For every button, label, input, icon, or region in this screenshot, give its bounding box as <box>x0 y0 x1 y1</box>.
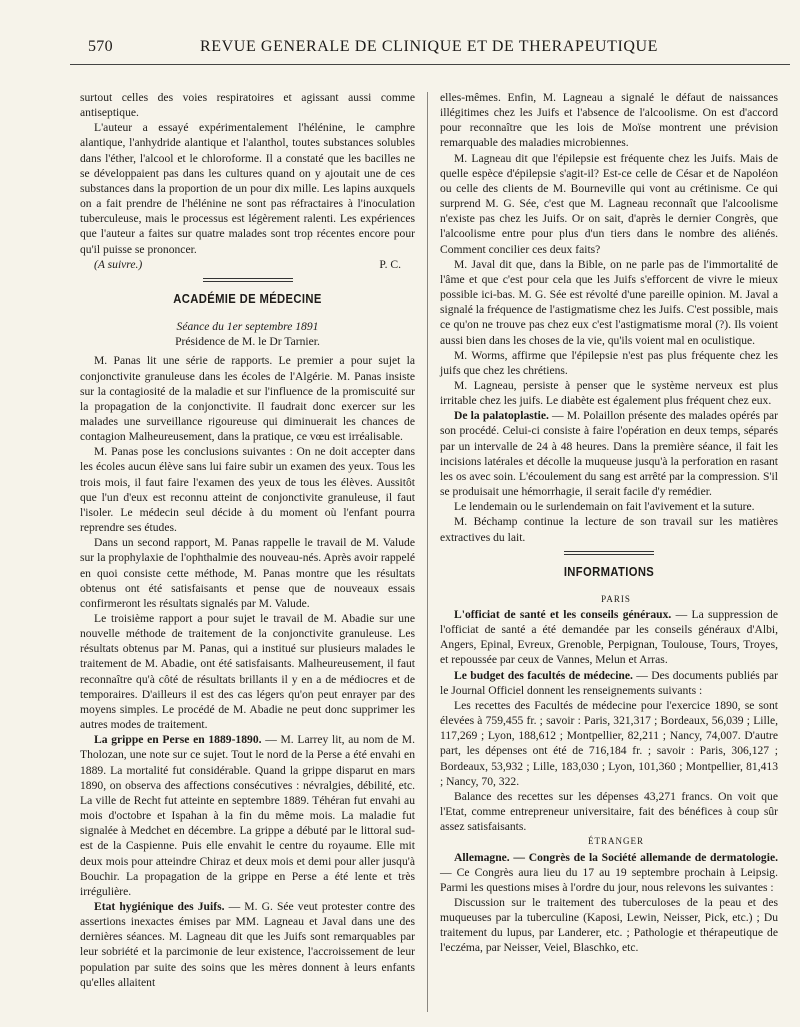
paragraph: M. Lagneau, persiste à penser que le système nerveux est plus irritable chez les juifs. Le diabète est également plus fréquent chez eux. <box>440 378 778 408</box>
presidence: Présidence de M. le Dr Tarnier. <box>175 335 320 349</box>
seance-date: Séance du 1er septembre 1891 <box>176 320 319 334</box>
paragraph: M. Lagneau dit que l'épilepsie est fréquente chez les Juifs. Mais de quelle espèce d'épilepsie s'agit-il? Est-ce celle de César et de Napoléon ou celle des clients de M. Bourneville qui vont au crétinisme. Ce qui surprend M. G. Sée, c'est que M. Lagneau reconnaît que l'alcoolisme n'existe pas chez les Juifs. Or on sait, d'après le dernier Congrès, que l'alcoolisme entre pour plus d'un tiers dans le nombre des aliénés. Comment concilier ces deux faits? <box>440 151 778 256</box>
paragraph-body: — M. Larrey lit, au nom de M. Tholozan, une note sur ce sujet. Tout le nord de la Perse a été envahi en 1889. La mortalité fut considérable. Quand la grippe disparut en mars 1890, on observa des affections consécutives : névralgies, débilité, etc. La ville de Recht fut atteinte en septembre 1889. Téhéran fut envahi au mois d'octobre et Ispahan à la fin du même mois. La maladie fut signalée à Medchet en décembre. La grippe a débuté par le littoral sud-est de la Caspienne. Puis elle envahit le centre du royaume. Elle mit deux mois pour atteindre Chiraz et deux mois et demi pour aller jusqu'à Bouchir. La propagation de la grippe en Perse a été lente et très irrégulière. <box>80 733 415 898</box>
signature-row <box>80 257 415 272</box>
paragraph-grippe <box>80 732 415 899</box>
paragraph: M. Panas pose les conclusions suivantes : On ne doit accepter dans les écoles aucun élève sans lui faire subir un examen des yeux. Tous les trois mois, il faut faire l'examen des yeux de tous les élèves. Aussitôt que l'un d'eux est reconnu atteint de conjonctivite granuleuse, il faut l'isoler. Le médecin seul décide à du moment où l'enfant pourra reprendre ses études. <box>80 445 415 535</box>
paragraph: L'auteur a essayé expérimentalement l'hélénine, le camphre alantique, l'anhydride alantique et l'alanthol, toutes substances solubles dans l'éther, l'alcool et le chloroforme. Il a constaté que les bacilles ne se développaient pas dans les cultures quand on y ajoutait une de ces substances dans la proportion de un pour dix mille. Les lapins auxquels on a fait prendre de l'hélénine ne sont pas réfractaires à l'inoculation tuberculeuse, mais le processus est légèrement ralenti. Les expériences que l'auteur a faites sur quatre malades sont trop récentes encore pour qu'il puisse se prononcer. <box>80 121 415 256</box>
header-rule <box>70 64 790 65</box>
right-column <box>440 90 778 956</box>
run-in-heading: Allemagne. — Congrès de la Société allemande de dermatologie. <box>454 850 778 864</box>
paragraph: elles-mêmes. Enfin, M. Lagneau a signalé le défaut de naissances illégitimes chez les Juifs et l'absence de l'alcoolisme. On est d'accord pour reconnaître que les lois de Moïse montrent une prévision remarquable des maladies microbiennes. <box>440 91 778 150</box>
paragraph: M. Panas lit une série de rapports. Le premier a pour sujet la conjonctivite granuleuse dans les écoles de l'Algérie. M. Panas insiste sur la contagiosité de la maladie et sur l'influence de la promiscuité sur la propagation de la conjonctivite. Il faudrait donc exercer sur les malades une surveillance rigoureuse qui diminuerait les chances de contagion Malheureusement, dans la pratique, ce vœu est irréalisable. <box>80 354 415 444</box>
column-divider <box>427 92 428 1012</box>
paragraph-palatoplastie <box>440 408 778 499</box>
paragraph: M. Béchamp continue la lecture de son travail sur les matières extractives du lait. <box>440 515 778 544</box>
paragraph-officiat <box>440 607 778 668</box>
run-in-heading: Le budget des facultés de médecine. <box>454 668 633 682</box>
paragraph: M. Worms, affirme que l'épilepsie n'est pas plus fréquente chez les juifs que chez les chrétiens. <box>440 348 778 377</box>
journal-title: REVUE GENERALE DE CLINIQUE ET DE THERAPEUTIQUE <box>200 38 659 55</box>
author-initials: P. C. <box>379 257 401 271</box>
paragraph: Le lendemain ou le surlendemain on fait l'avivement et la suture. <box>454 500 755 514</box>
section-rule <box>203 278 293 282</box>
paragraph-body: — La suppression de l'officiat de santé a été demandée par les conseils généraux d'Albi, Angers, Epinal, Evreux, Grenoble, Perpignan, Toulouse, Tours, Troyes, et repoussée par ceux de Vannes, Melun et Arras. <box>440 608 778 667</box>
paragraph: Les recettes des Facultés de médecine pour l'exercice 1890, se sont élevées à 759,455 fr. ; savoir : Paris, 321,317 ; Bordeaux, 56,039 ; Lille, 117,269 ; Lyon, 188,612 ; Montpellier, 82,211 ; Nancy, 74,007. D'autre part, les dépenses ont été de 716,184 fr. ; savoir : Paris, 306,127 ; Bordeaux, 53,932 ; Lille, 183,030 ; Lyon, 101,360 ; Montpellier, 81,413 ; Nancy, 70, 322. <box>440 698 778 788</box>
paragraph: surtout celles des voies respiratoires et agissant aussi comme antiseptique. <box>80 91 415 120</box>
paragraph: Discussion sur le traitement des tuberculoses de la peau et des muqueuses par la tuberculine (Kaposi, Lewin, Neisser, Pick, etc.) ; Du traitement du lupus, par Landerer, etc. ; Pathologie et thérapeutique de l'eczéma, par Neisser, Veiel, Blaschko, etc. <box>440 895 778 955</box>
paragraph-body: — M. Polaillon présente des malades opérés par son procédé. Celui-ci consiste à faire l'opération en deux temps, séparés par un intervalle de 24 à 48 heures. Dans la première séance, il fait les incisions latérales et décolle la muqueuse jusqu'à la perforation en rasant les os avec soin. L'écoulement du sang est arrêté par la compression. S'il se produisait une hémorrhagie, il serait facile d'y remédier. <box>440 409 778 499</box>
run-in-heading: La grippe en Perse en 1889-1890. <box>94 733 262 747</box>
section-title-academie: ACADÉMIE DE MÉDECINE <box>173 291 322 306</box>
running-head <box>70 34 790 58</box>
subsection-etranger: ÉTRANGER <box>588 836 644 847</box>
left-column <box>80 90 415 990</box>
to-be-continued: (A suivre.) <box>94 257 143 271</box>
run-in-heading: Etat hygiénique des Juifs. <box>94 899 225 913</box>
paragraph-body: — M. G. Sée veut protester contre des assertions inexactes émises par MM. Lagneau et Javal dans une des dernières séances. M. Lagneau dit que les Juifs sont remarquables par leur sobriété et la parcimonie de leur existence, l'accroissement de leur population par suite des soins que les mères donnent à leurs enfants qu'elles allaitent <box>80 899 415 989</box>
section-title-informations: INFORMATIONS <box>563 564 655 579</box>
subsection-paris: PARIS <box>601 593 631 604</box>
paragraph-body: — Des documents publiés par le Journal Officiel donnent les renseignements suivants : <box>440 668 779 697</box>
paragraph: Balance des recettes sur les dépenses 43,271 francs. On voit que l'Etat, comme entrepreneur universitaire, fait des bénéfices à coup sûr assez satisfaisants. <box>440 789 778 834</box>
run-in-heading: L'officiat de santé et les conseils généraux. <box>454 608 672 621</box>
paragraph: Dans un second rapport, M. Panas rappelle le travail de M. Valude sur la prophylaxie de l'ophthalmie des nouveau-nés. Après avoir rappelé en quoi consiste cette méthode, M. Panas montre que les résultats obtenus ont été satisfaisants et pense que de nouveaux essais confirmeront les résultats signalés par M. Valude. <box>80 536 415 610</box>
paragraph-budget <box>440 668 778 698</box>
run-in-heading: De la palatoplastie. <box>454 409 549 423</box>
paragraph: M. Javal dit que, dans la Bible, on ne parle pas de l'immortalité de l'âme et que c'est pour cela que les Juifs s'efforcent de vivre le mieux possible ici-bas. M. G. Sée est révolté d'une pareille opinion. M. Javal a signalé la fréquence de l'astigmatisme chez les Juifs. C'est possible, mais ce qu'on ne trouve pas chez eux c'est l'astigmatisme moral (?). Ils voient aussi bien dans les choses de la vie, qu'ils voient mal en oculistique. <box>440 257 778 347</box>
page-number: 570 <box>88 38 113 55</box>
paragraph-body: — Ce Congrès aura lieu du 17 au 19 septembre prochain à Leipsig. Parmi les questions mises à l'ordre du jour, nous relevons les suivantes : <box>440 865 778 894</box>
paragraph-allemagne <box>440 850 778 895</box>
paragraph-etat-hygienique <box>80 899 415 990</box>
section-rule <box>564 551 654 555</box>
paragraph: Le troisième rapport a pour sujet le travail de M. Abadie sur une nouvelle méthode de traitement de la conjonctivite granuleuse. Les résultats obtenus par M. Panas, qui a institué sur plusieurs malades le traitement de M. Abadie, ont été satisfaisants. Malheureusement, il faut reconnaître qu'à côté de résultats brillants il y en a de médiocres et de temporaires. D'ailleurs il est des cas légers qu'on peut enrayer par des moyens simples. Le procédé de M. Abadie ne peut donc supprimer les autres modes de traitement. <box>80 612 415 732</box>
